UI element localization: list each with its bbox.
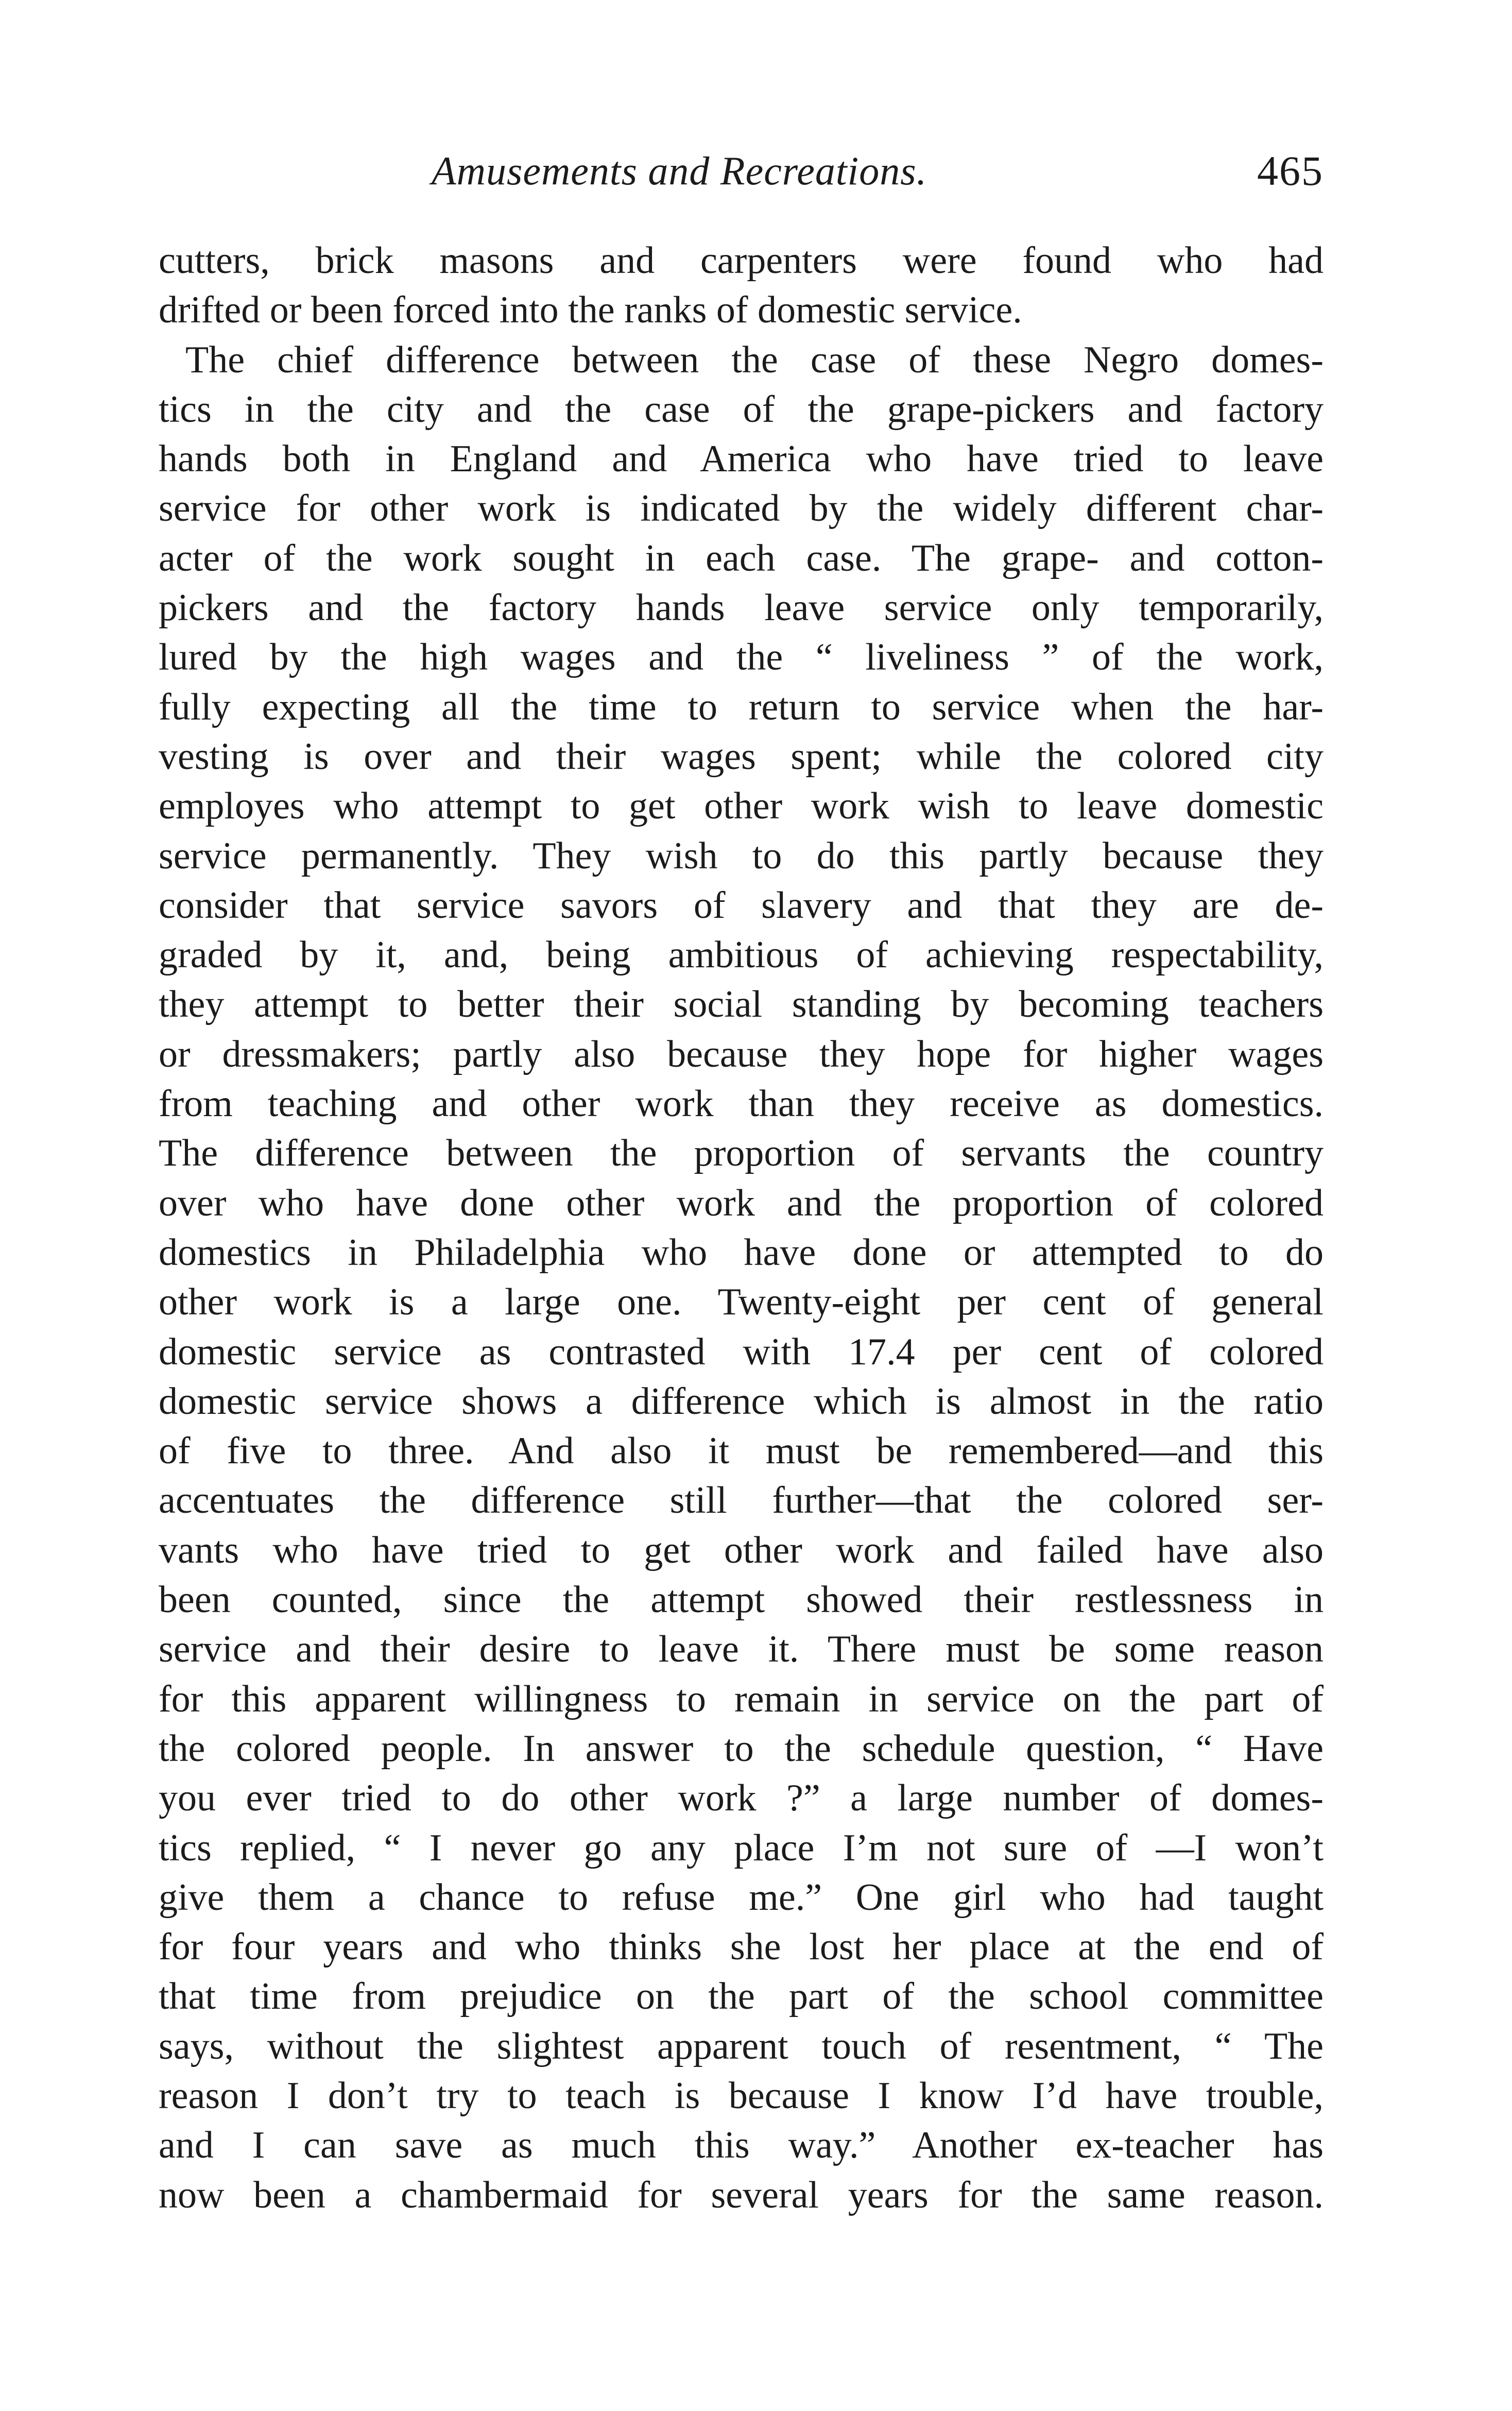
text-line: domestics in Philadelphia who have done or attempted to do <box>159 1231 1324 1274</box>
text-line: cutters, brick masons and carpenters were found who had <box>159 240 1324 282</box>
text-line: service permanently. They wish to do this partly because they <box>159 834 1324 877</box>
text-line: acter of the work sought in each case. The grape- and cotton- <box>159 537 1324 579</box>
text-line: The difference between the proportion of servants the country <box>159 1132 1324 1175</box>
text-line: the colored people. In answer to the schedule question, “ Have <box>159 1727 1324 1770</box>
text-line: or dressmakers; partly also because they hope for higher wages <box>159 1033 1324 1075</box>
text-line: says, without the slightest apparent touch of resentment, “ The <box>159 2025 1324 2067</box>
text-line: they attempt to better their social standing by becoming teachers <box>159 983 1324 1026</box>
text-line: and I can save as much this way.” Another ex-teacher has <box>159 2124 1324 2167</box>
text-line: pickers and the factory hands leave service only temporarily, <box>159 587 1324 629</box>
text-line: lured by the high wages and the “ liveliness ” of the work, <box>159 636 1324 679</box>
text-line: vants who have tried to get other work and failed have also <box>159 1529 1324 1571</box>
text-line: hands both in England and America who have tried to leave <box>159 438 1324 481</box>
text-line: over who have done other work and the proportion of colored <box>159 1182 1324 1224</box>
text-line: drifted or been forced into the ranks of domestic service. <box>159 289 1022 332</box>
page-number: 465 <box>1257 147 1324 194</box>
text-line: for this apparent willingness to remain in service on the part of <box>159 1678 1324 1720</box>
text-line: service and their desire to leave it. There must be some reason <box>159 1628 1324 1671</box>
text-line: you ever tried to do other work ?” a large number of domes- <box>159 1777 1324 1820</box>
text-line: domestic service as contrasted with 17.4 per cent of colored <box>159 1330 1324 1373</box>
text-line: give them a chance to refuse me.” One girl who had taught <box>159 1876 1324 1919</box>
text-line: vesting is over and their wages spent; while the colored city <box>159 735 1324 778</box>
text-line: for four years and who thinks she lost her place at the end of <box>159 1926 1324 1969</box>
text-line: other work is a large one. Twenty-eight per cent of general <box>159 1281 1324 1324</box>
text-line: service for other work is indicated by the widely different char- <box>159 487 1324 530</box>
text-line: graded by it, and, being ambitious of achieving respectability, <box>159 934 1324 977</box>
text-line: that time from prejudice on the part of the school committee <box>159 1975 1324 2018</box>
text-line: been counted, since the attempt showed their restlessness in <box>159 1579 1324 1621</box>
text-line: now been a chambermaid for several years for the same reason. <box>159 2174 1324 2216</box>
running-title: Amusements and Recreations. <box>432 148 927 193</box>
text-line: of five to three. And also it must be remembered—and this <box>159 1430 1324 1473</box>
text-line: fully expecting all the time to return to service when the har- <box>159 686 1324 728</box>
body-text <box>159 236 1324 2220</box>
text-line: employes who attempt to get other work wish to leave domestic <box>159 785 1324 828</box>
text-line: accentuates the difference still further—that the colored ser- <box>159 1479 1324 1522</box>
text-line: consider that service savors of slavery and that they are de- <box>159 884 1324 927</box>
running-head <box>159 135 1324 207</box>
text-line: tics replied, “ I never go any place I’m not sure of —I won’t <box>159 1826 1324 1869</box>
text-line: The chief difference between the case of these Negro domes- <box>185 338 1324 381</box>
text-line: domestic service shows a difference which is almost in the ratio <box>159 1380 1324 1423</box>
text-line: tics in the city and the case of the grape-pickers and factory <box>159 388 1324 431</box>
text-line: reason I don’t try to teach is because I know I’d have trouble, <box>159 2074 1324 2117</box>
text-line: from teaching and other work than they receive as domestics. <box>159 1083 1324 1125</box>
